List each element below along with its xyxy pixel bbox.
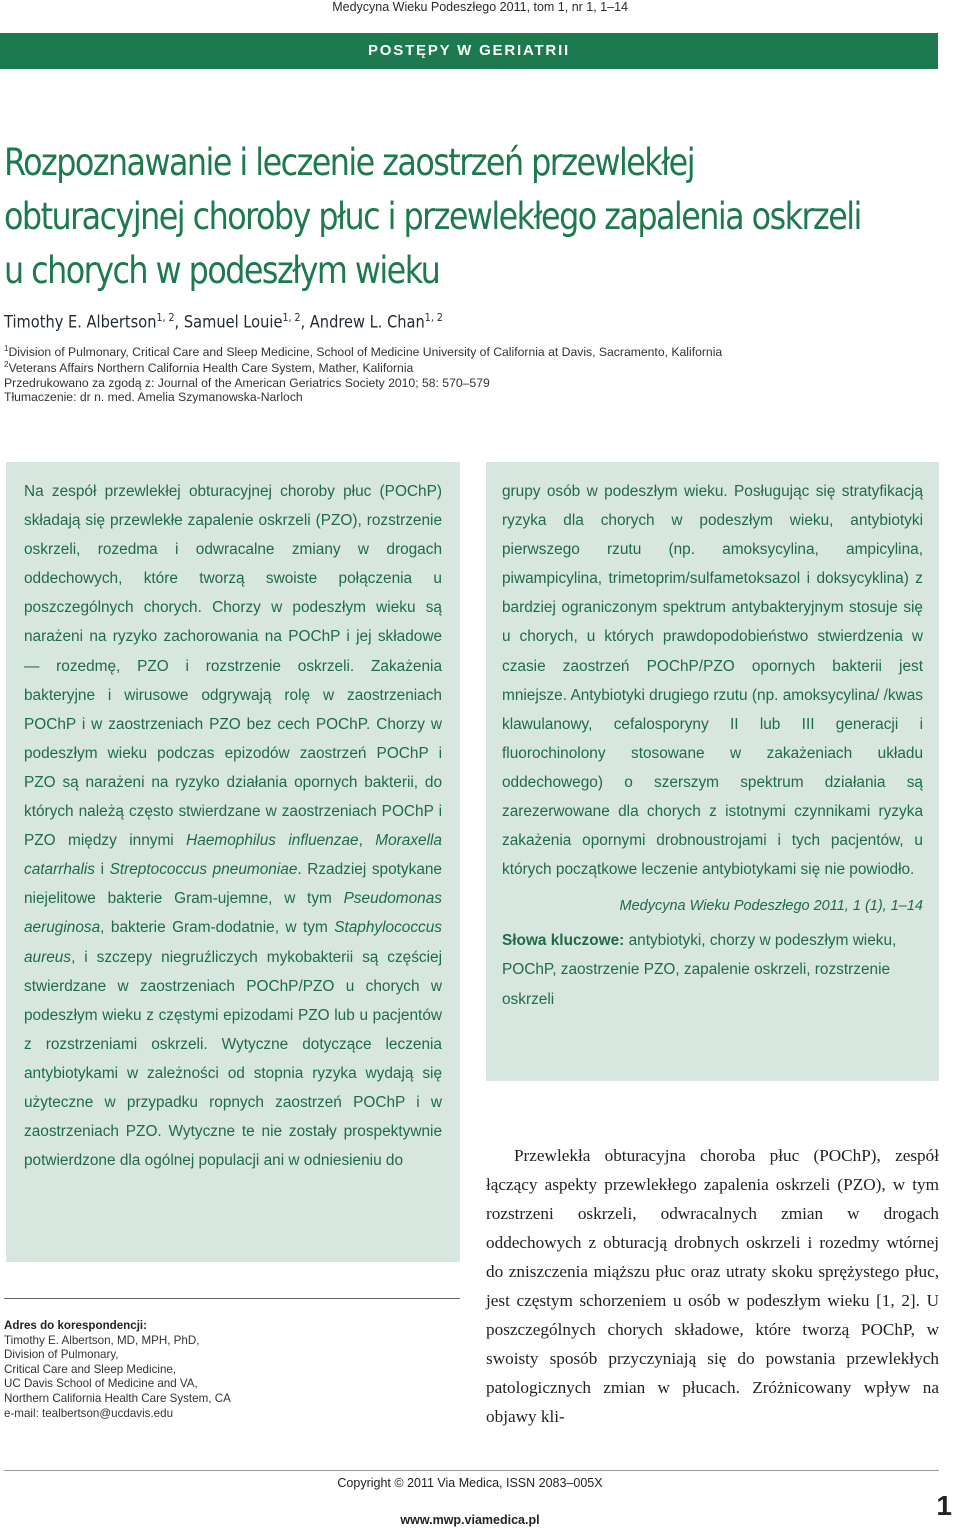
abstract-text-right: grupy osób w podeszłym wieku. Posługując się stratyfikacją ryzyka dla chorych w podeszłym wieku, antybiotyki pierwszego rzutu (np. amoksycylina, ampicylina, piwampicylina, trimetoprim/sulfametoksazol i doksycyklina) z bardziej ograniczonym spektrum antybakteryjnym stosuje się u chorych, u których prawdopodobieństwo stwierdzenia w czasie zaostrzeń POChP/PZO opornych bakterii jest mniejsze. Antybiotyki drugiego rzutu (np. amoksycylina/ /kwas klawulanowy, cefalosporyny II lub III generacji i fluorochinolony stosowane w zakażeniach układu oddechowego) o szerszym spektrum działania są zarezerwowane dla chorych z istotnymi czynnikami ryzyka zakażenia opornymi drobnoustrojami i tych pacjentów, u których początkowe leczenie antybiotykami się nie powiodło.	[502, 483, 923, 879]
reprint-note: Przedrukowano za zgodą z: Journal of the American Geriatrics Society 2010; 58: 570–579	[4, 376, 490, 390]
translation-note: Tłumaczenie: dr n. med. Amelia Szymanowska-Narloch	[4, 390, 303, 404]
keywords	[502, 926, 923, 1013]
body-text-intro: Przewlekła obturacyjna choroba płuc (POChP), zespół łączący aspekty przewlekłego zapalenia oskrzeli (PZO), w tym rozstrzeni oskrzeli, odwracalnych zmian w drogach oddechowych z obturacją drobnych oskrzeli i rozedmy wtórnej do zniszczenia miąższu płuc oraz utraty skoku sprężystego płuc, jest częstym schorzeniem u osób w podeszłym wieku [1, 2]. U poszczególnych chorych składowe, które tworzą POChP, w swoisty sposób przyczyniają się do powstania przewlekłych patologicznych zmian w płucach. Zróżnicowany wpływ na objawy kli-	[486, 1146, 939, 1426]
correspondence-line: UC Davis School of Medicine and VA,	[4, 1377, 198, 1391]
keywords-text: antybiotyki, chorzy w podeszłym wieku, POChP, zaostrzenie PZO, zapalenie oskrzeli, rozstrzenie oskrzeli	[502, 932, 897, 1008]
footer-rule	[4, 1470, 939, 1471]
abstract-citation: Medycyna Wieku Podeszłego 2011, 1 (1), 1–14	[619, 898, 923, 915]
author-affil-sup: 1, 2	[424, 311, 443, 324]
affil-sup: 2	[4, 360, 9, 369]
title-line: Rozpoznawanie i leczenie zaostrzeń przewlekłej	[4, 141, 695, 184]
author-affil-sup: 1, 2	[156, 311, 175, 324]
affil-text: Division of Pulmonary, Critical Care and Sleep Medicine, School of Medicine University of California at Davis, Sacramento, Kalifornia	[8, 345, 723, 360]
correspondence-email[interactable]: e-mail: tealbertson@ucdavis.edu	[4, 1406, 174, 1420]
author-name: Timothy E. Albertson	[4, 312, 157, 333]
title-line: obturacyjnej choroby płuc i przewlekłego zapalenia oskrzeli	[4, 195, 861, 238]
abstract-text-left: Na zespół przewlekłej obturacyjnej choroby płuc (POChP) składają się przewlekłe zapalenie oskrzeli (PZO), rozstrzenie oskrzeli, rozedma i odwracalne zmiany w drogach oddechowych, które tworzą swoiste połączenia u poszczególnych chorych. Chorzy w podeszłym wieku są narażeni na ryzyko zachorowania na POChP i jej składowe — rozedmę, PZO i rozstrzenie oskrzeli. Zakażenia bakteryjne i wirusowe odgrywają rolę w zaostrzeniach POChP i w zaostrzeniach PZO bez cech POChP. Chorzy w podeszłym wieku podczas epizodów zaostrzeń POChP i PZO są narażeni na ryzyko działania opornych bakterii, do których należą często stwierdzane w zaostrzeniach POChP i PZO między innymi Haemophilus influenzae, Moraxella catarrhalis i Streptococcus pneumoniae. Rzadziej spotykane niejelitowe bakterie Gram-ujemne, w tym Pseudomonas aeruginosa, bakterie Gram-dodatnie, w tym Staphylococcus aureus, i szczepy niegruźliczych mykobakterii są częściej stwierdzane w zaostrzeniach POChP/PZO u chorych w podeszłym wieku z częstymi epizodami PZO lub u pacjentów z rozstrzeniami oskrzeli. Wytyczne dotyczące leczenia antybiotykami w zależności od stopnia ryzyka wydają się użyteczne w przypadku ropnych zaostrzeń POChP i w zaostrzeniach PZO. Wytyczne te nie zostały prospektywnie potwierdzone dla ogólnej populacji ani w odniesieniu do	[24, 483, 442, 1170]
correspondence-line: Critical Care and Sleep Medicine,	[4, 1362, 177, 1376]
author-name: Andrew L. Chan	[309, 312, 425, 333]
section-banner: POSTĘPY W GERIATRII	[0, 33, 938, 69]
abstract-right-column	[486, 462, 939, 1081]
keywords-label: Słowa kluczowe:	[502, 932, 625, 950]
author-affil-sup: 1, 2	[282, 311, 301, 324]
affiliation	[4, 357, 413, 376]
copyright: Copyright © 2011 Via Medica, ISSN 2083–005X	[337, 1476, 603, 1490]
correspondence-line: Division of Pulmonary,	[4, 1348, 119, 1362]
correspondence-block	[4, 1319, 231, 1421]
correspondence-divider	[4, 1298, 460, 1299]
correspondence-title: Adres do korespondencji:	[4, 1319, 148, 1332]
title-line: u chorych w podeszłym wieku	[4, 249, 440, 292]
article-title	[4, 136, 941, 298]
correspondence-line: Timothy E. Albertson, MD, MPH, PhD,	[4, 1333, 200, 1347]
page-number: 1	[936, 1490, 952, 1521]
affil-text: Veterans Affairs Northern California Health Care System, Mather, Kalifornia	[8, 361, 414, 376]
author-name: Samuel Louie	[183, 312, 283, 333]
correspondence-line: Northern California Health Care System, CA	[4, 1391, 231, 1405]
abstract-left-column	[6, 462, 460, 1262]
author-list: Timothy E. Albertson$^{1, 2}$, Samuel Louie$^{1, 2}$, Andrew L. Chan$^{1, 2}$	[4, 311, 443, 333]
affil-sup: 1	[4, 344, 9, 353]
journal-header: Medycyna Wieku Podeszłego 2011, tom 1, nr 1, 1–14	[332, 0, 628, 14]
website-link[interactable]: www.mwp.viamedica.pl	[400, 1513, 540, 1527]
